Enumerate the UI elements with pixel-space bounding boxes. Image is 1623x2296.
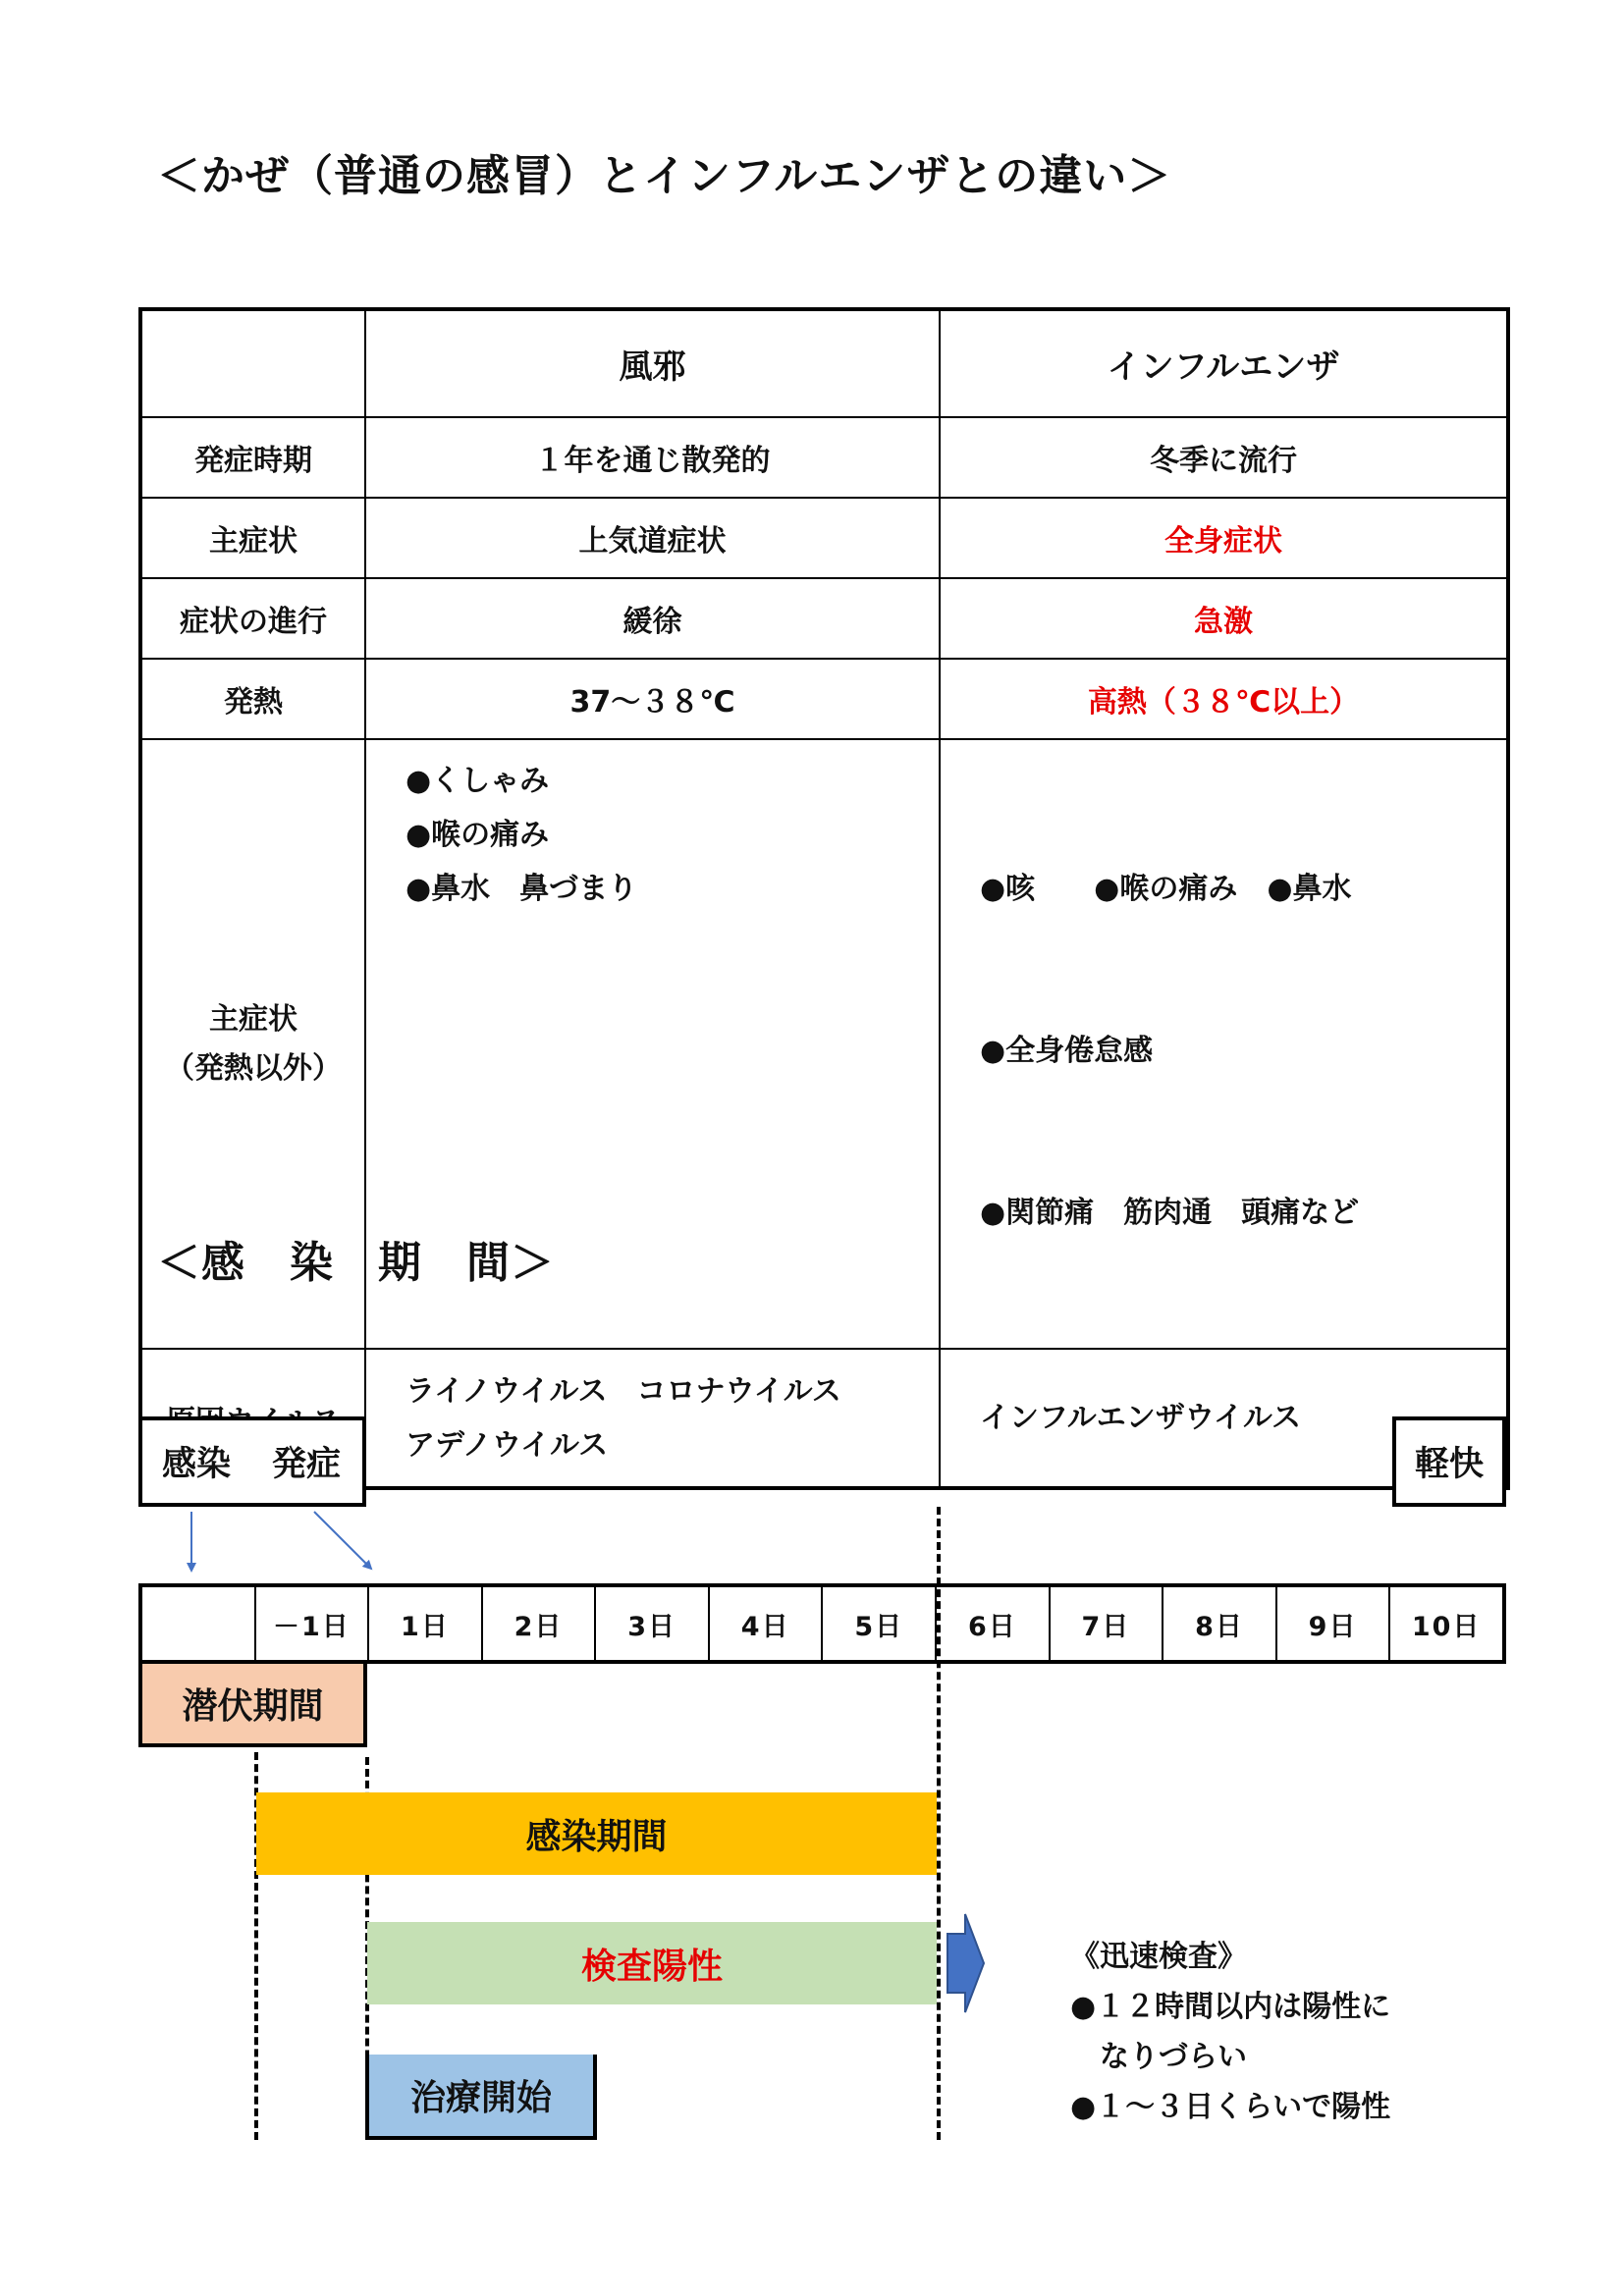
- test-positive-bar: 検査陽性: [367, 1922, 937, 2004]
- row-label-fever: 発熱: [140, 659, 365, 739]
- onset-arrow: [314, 1512, 371, 1569]
- cold-progression: 緩徐: [365, 578, 940, 659]
- day-cell-7: 7日: [1051, 1587, 1164, 1660]
- cold-fever: 37～３８℃: [365, 659, 940, 739]
- day-cell-1: 1日: [369, 1587, 483, 1660]
- day-cell-8: 8日: [1163, 1587, 1277, 1660]
- flu-progression: 急激: [940, 578, 1508, 659]
- recovery-event-box: 軽快: [1392, 1416, 1506, 1507]
- flu-virus: インフルエンザウイルス: [940, 1349, 1508, 1488]
- incubation-period-bar: 潜伏期間: [138, 1664, 367, 1747]
- flu-fever: 高熱（３８℃以上）: [940, 659, 1508, 739]
- cold-onset-season: １年を通じ散発的: [365, 417, 940, 498]
- rapid-test-note: [1070, 1932, 1390, 2132]
- list-item: ●咳 ●喉の痛み ●鼻水: [980, 872, 1352, 906]
- list-item: アデノウイルス: [406, 1427, 609, 1463]
- day-cell-minus1: －1日: [256, 1587, 370, 1660]
- row-label-onset-season: 発症時期: [140, 417, 365, 498]
- list-item: ライノウイルス コロナウイルス: [406, 1373, 841, 1409]
- list-item: ●喉の痛み: [406, 818, 550, 852]
- infection-period-title: ＜感 染 期 間＞: [157, 1238, 555, 1288]
- flu-main-symptom: 全身症状: [940, 498, 1508, 578]
- rapid-test-heading: 《迅速検査》: [1070, 1940, 1247, 1974]
- list-item: ●くしゃみ: [406, 764, 550, 798]
- symptoms-label-line2: （発熱以外）: [165, 1050, 342, 1086]
- day-cell-10: 10日: [1411, 1611, 1482, 1642]
- list-item: ●１２時間以内は陽性に: [1070, 1990, 1391, 2024]
- day-cell-4: 4日: [710, 1587, 824, 1660]
- header-flu: インフルエンザ: [940, 309, 1508, 417]
- day-cell-2: 2日: [483, 1587, 597, 1660]
- day-cell-3: 3日: [596, 1587, 710, 1660]
- list-item: ●１～３日くらいで陽性: [1070, 2090, 1391, 2124]
- continue-arrow-icon: [947, 1912, 986, 2014]
- list-item: なりづらい: [1070, 2040, 1247, 2074]
- list-item: ●鼻水 鼻づまり: [406, 872, 638, 906]
- row-label-progression: 症状の進行: [140, 578, 365, 659]
- cold-main-symptom: 上気道症状: [365, 498, 940, 578]
- day-cell-blank: [142, 1587, 256, 1660]
- row-label-main-symptom: 主症状: [140, 498, 365, 578]
- day-cell-9: 9日: [1277, 1587, 1391, 1660]
- flu-onset-season: 冬季に流行: [940, 417, 1508, 498]
- list-item: ●全身倦怠感: [980, 1034, 1154, 1068]
- day-scale: [138, 1583, 1506, 1664]
- infection-event-box: 感染: [138, 1416, 254, 1507]
- comparison-title: ＜かぜ（普通の感冒）とインフルエンザとの違い＞: [157, 151, 1172, 201]
- day-cell-5: 5日: [823, 1587, 937, 1660]
- infectious-period-bar: 感染期間: [256, 1792, 937, 1875]
- onset-event-box: 発症: [250, 1416, 366, 1507]
- dashed-line-day6: [937, 1507, 941, 2140]
- list-item: ●関節痛 筋肉通 頭痛など: [980, 1196, 1360, 1230]
- symptoms-label-line1: 主症状: [209, 1001, 298, 1037]
- treatment-start-bar: 治療開始: [365, 2055, 597, 2140]
- header-cold: 風邪: [365, 309, 940, 417]
- day-cell-6: 6日: [937, 1587, 1051, 1660]
